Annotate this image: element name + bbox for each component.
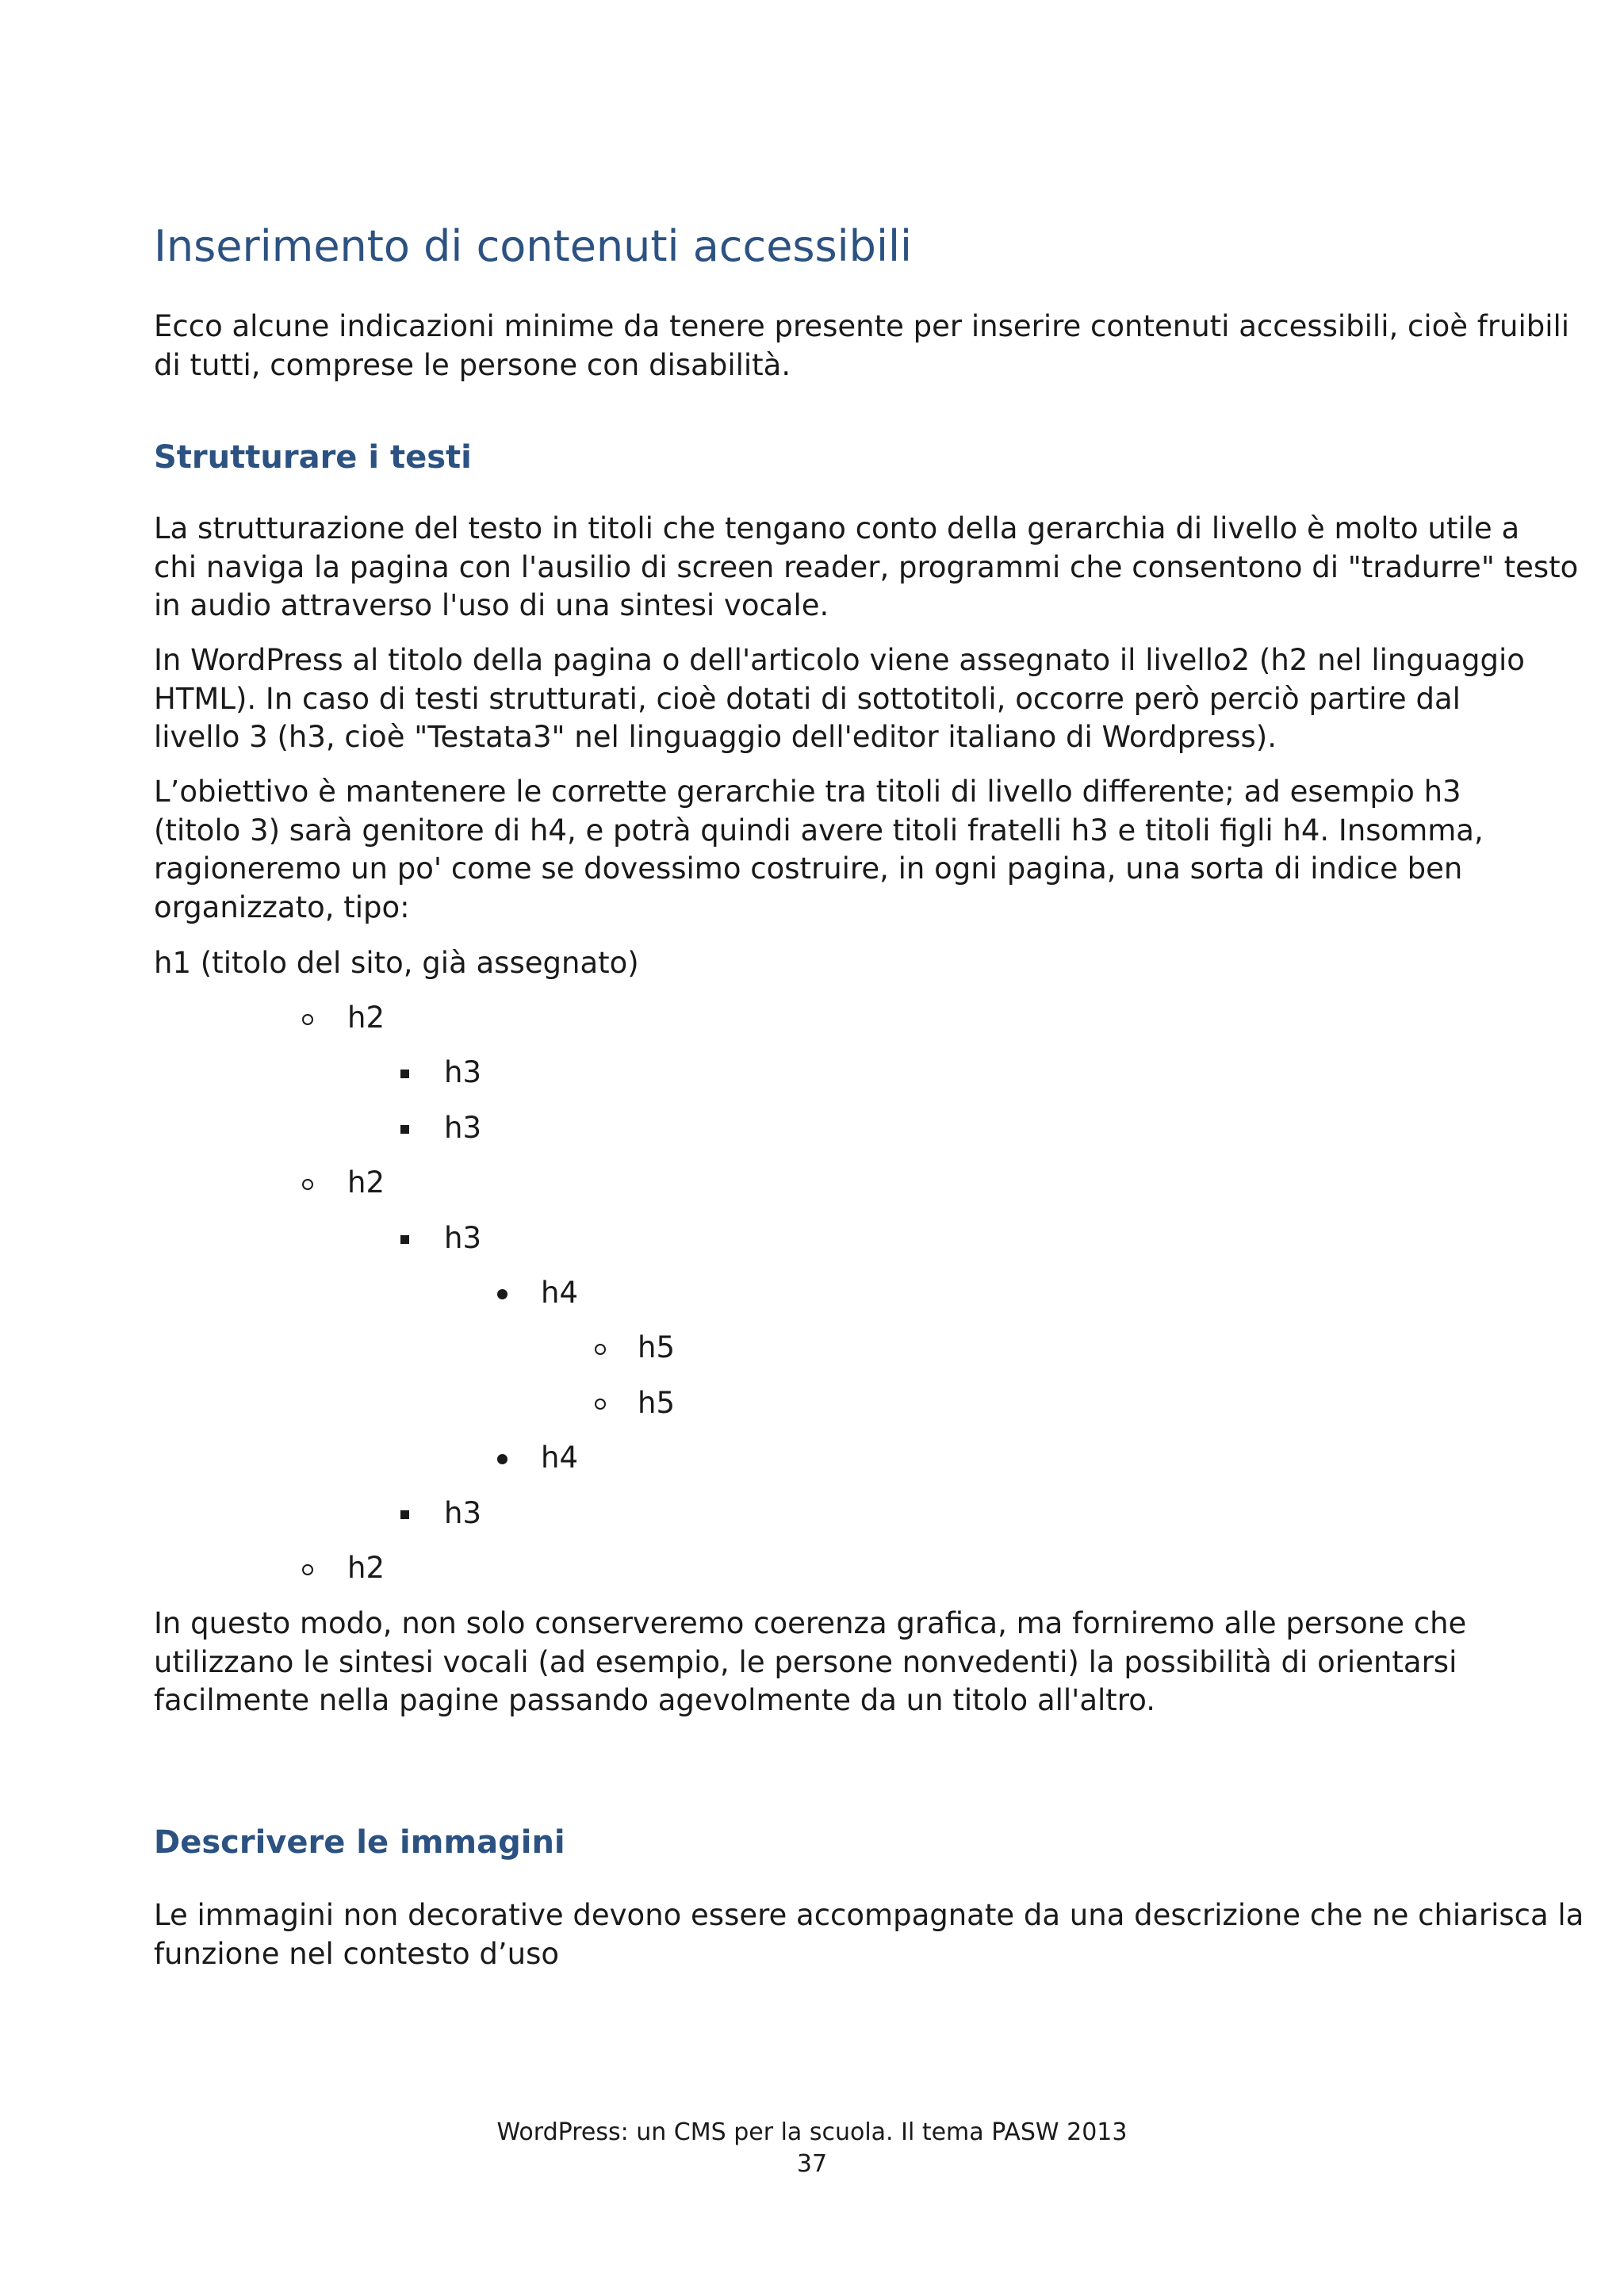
structure-paragraph-1 [154, 510, 1579, 626]
paragraph-line: La strutturazione del testo in titoli che tengano conto della gerarchia di livello è molto utile a [154, 511, 1520, 545]
outline-item: h3 [444, 1055, 481, 1090]
images-paragraph [154, 1896, 1584, 1973]
paragraph-line: ragioneremo un po' come se dovessimo costruire, in ogni pagina, una sorta di indice ben [154, 851, 1463, 886]
disc-bullet-icon [497, 1274, 508, 1312]
paragraph-line: in audio attraverso l'uso di una sintesi vocale. [154, 588, 829, 622]
outline-item: h4 [541, 1276, 578, 1310]
paragraph-line: organizzato, tipo: [154, 890, 410, 924]
section-heading-images: Descrivere le immagini [154, 1824, 565, 1861]
circle-bullet-icon [302, 999, 313, 1037]
square-bullet-icon [400, 1494, 409, 1533]
page-title: Inserimento di contenuti accessibili [154, 221, 912, 271]
outline-item: h4 [541, 1441, 578, 1475]
intro-line: Ecco alcune indicazioni minime da tenere presente per inserire contenuti accessibili, cioè fruibili [154, 309, 1570, 343]
paragraph-line: funzione nel contesto d’uso [154, 1936, 559, 1971]
paragraph-line: chi naviga la pagina con l'ausilio di screen reader, programmi che consentono di "tradurre" testo [154, 549, 1579, 584]
circle-bullet-icon [302, 1164, 313, 1202]
square-bullet-icon [400, 1219, 409, 1257]
paragraph-line: In WordPress al titolo della pagina o dell'articolo viene assegnato il livello2 (h2 nel linguaggio [154, 643, 1525, 677]
section-heading-structure: Strutturare i testi [154, 439, 472, 476]
paragraph-line: livello 3 (h3, cioè "Testata3" nel linguaggio dell'editor italiano di Wordpress). [154, 720, 1277, 754]
square-bullet-icon [400, 1109, 409, 1147]
outline-item: h2 [347, 1165, 385, 1200]
footer-page-number: 37 [796, 2150, 828, 2178]
paragraph-line: (titolo 3) sarà genitore di h4, e potrà quindi avere titoli fratelli h3 e titoli figli h4. Insomma, [154, 813, 1484, 848]
circle-bullet-icon [595, 1384, 606, 1422]
paragraph-line: HTML). In caso di testi strutturati, cioè dotati di sottotitoli, occorre però perciò partire dal [154, 681, 1461, 716]
paragraph-line: facilmente nella pagine passando agevolmente da un titolo all'altro. [154, 1683, 1155, 1717]
structure-paragraph-3 [154, 773, 1486, 927]
circle-bullet-icon [302, 1549, 313, 1587]
paragraph-line: In questo modo, non solo conserveremo coerenza grafica, ma forniremo alle persone che [154, 1606, 1467, 1640]
outline-item: h2 [347, 1001, 385, 1035]
outline-root-text: h1 (titolo del sito, già assegnato) [154, 946, 639, 980]
intro-paragraph [154, 308, 1570, 385]
circle-bullet-icon [595, 1329, 606, 1367]
intro-line: di tutti, comprese le persone con disabilità. [154, 347, 791, 382]
outline-item: h2 [347, 1551, 385, 1585]
outline-item: h5 [638, 1385, 675, 1420]
structure-paragraph-4 [154, 1605, 1486, 1720]
structure-paragraph-2 [154, 641, 1525, 757]
outline-item: h5 [638, 1330, 675, 1365]
outline-item: h3 [444, 1495, 481, 1530]
paragraph-line: L’obiettivo è mantenere le corrette gerarchie tra titoli di livello differente; ad esempio h3 [154, 775, 1461, 809]
paragraph-line: utilizzano le sintesi vocali (ad esempio, le persone nonvedenti) la possibilità di orientarsi [154, 1644, 1457, 1679]
square-bullet-icon [400, 1054, 409, 1092]
outline-item: h3 [444, 1110, 481, 1145]
paragraph-line: Le immagini non decorative devono essere accompagnate da una descrizione che ne chiarisca la [154, 1898, 1584, 1932]
disc-bullet-icon [497, 1439, 508, 1477]
outline-item: h3 [444, 1220, 481, 1255]
outline-root [154, 944, 1486, 983]
footer-title: WordPress: un CMS per la scuola. Il tema PASW 2013 [496, 2118, 1128, 2146]
